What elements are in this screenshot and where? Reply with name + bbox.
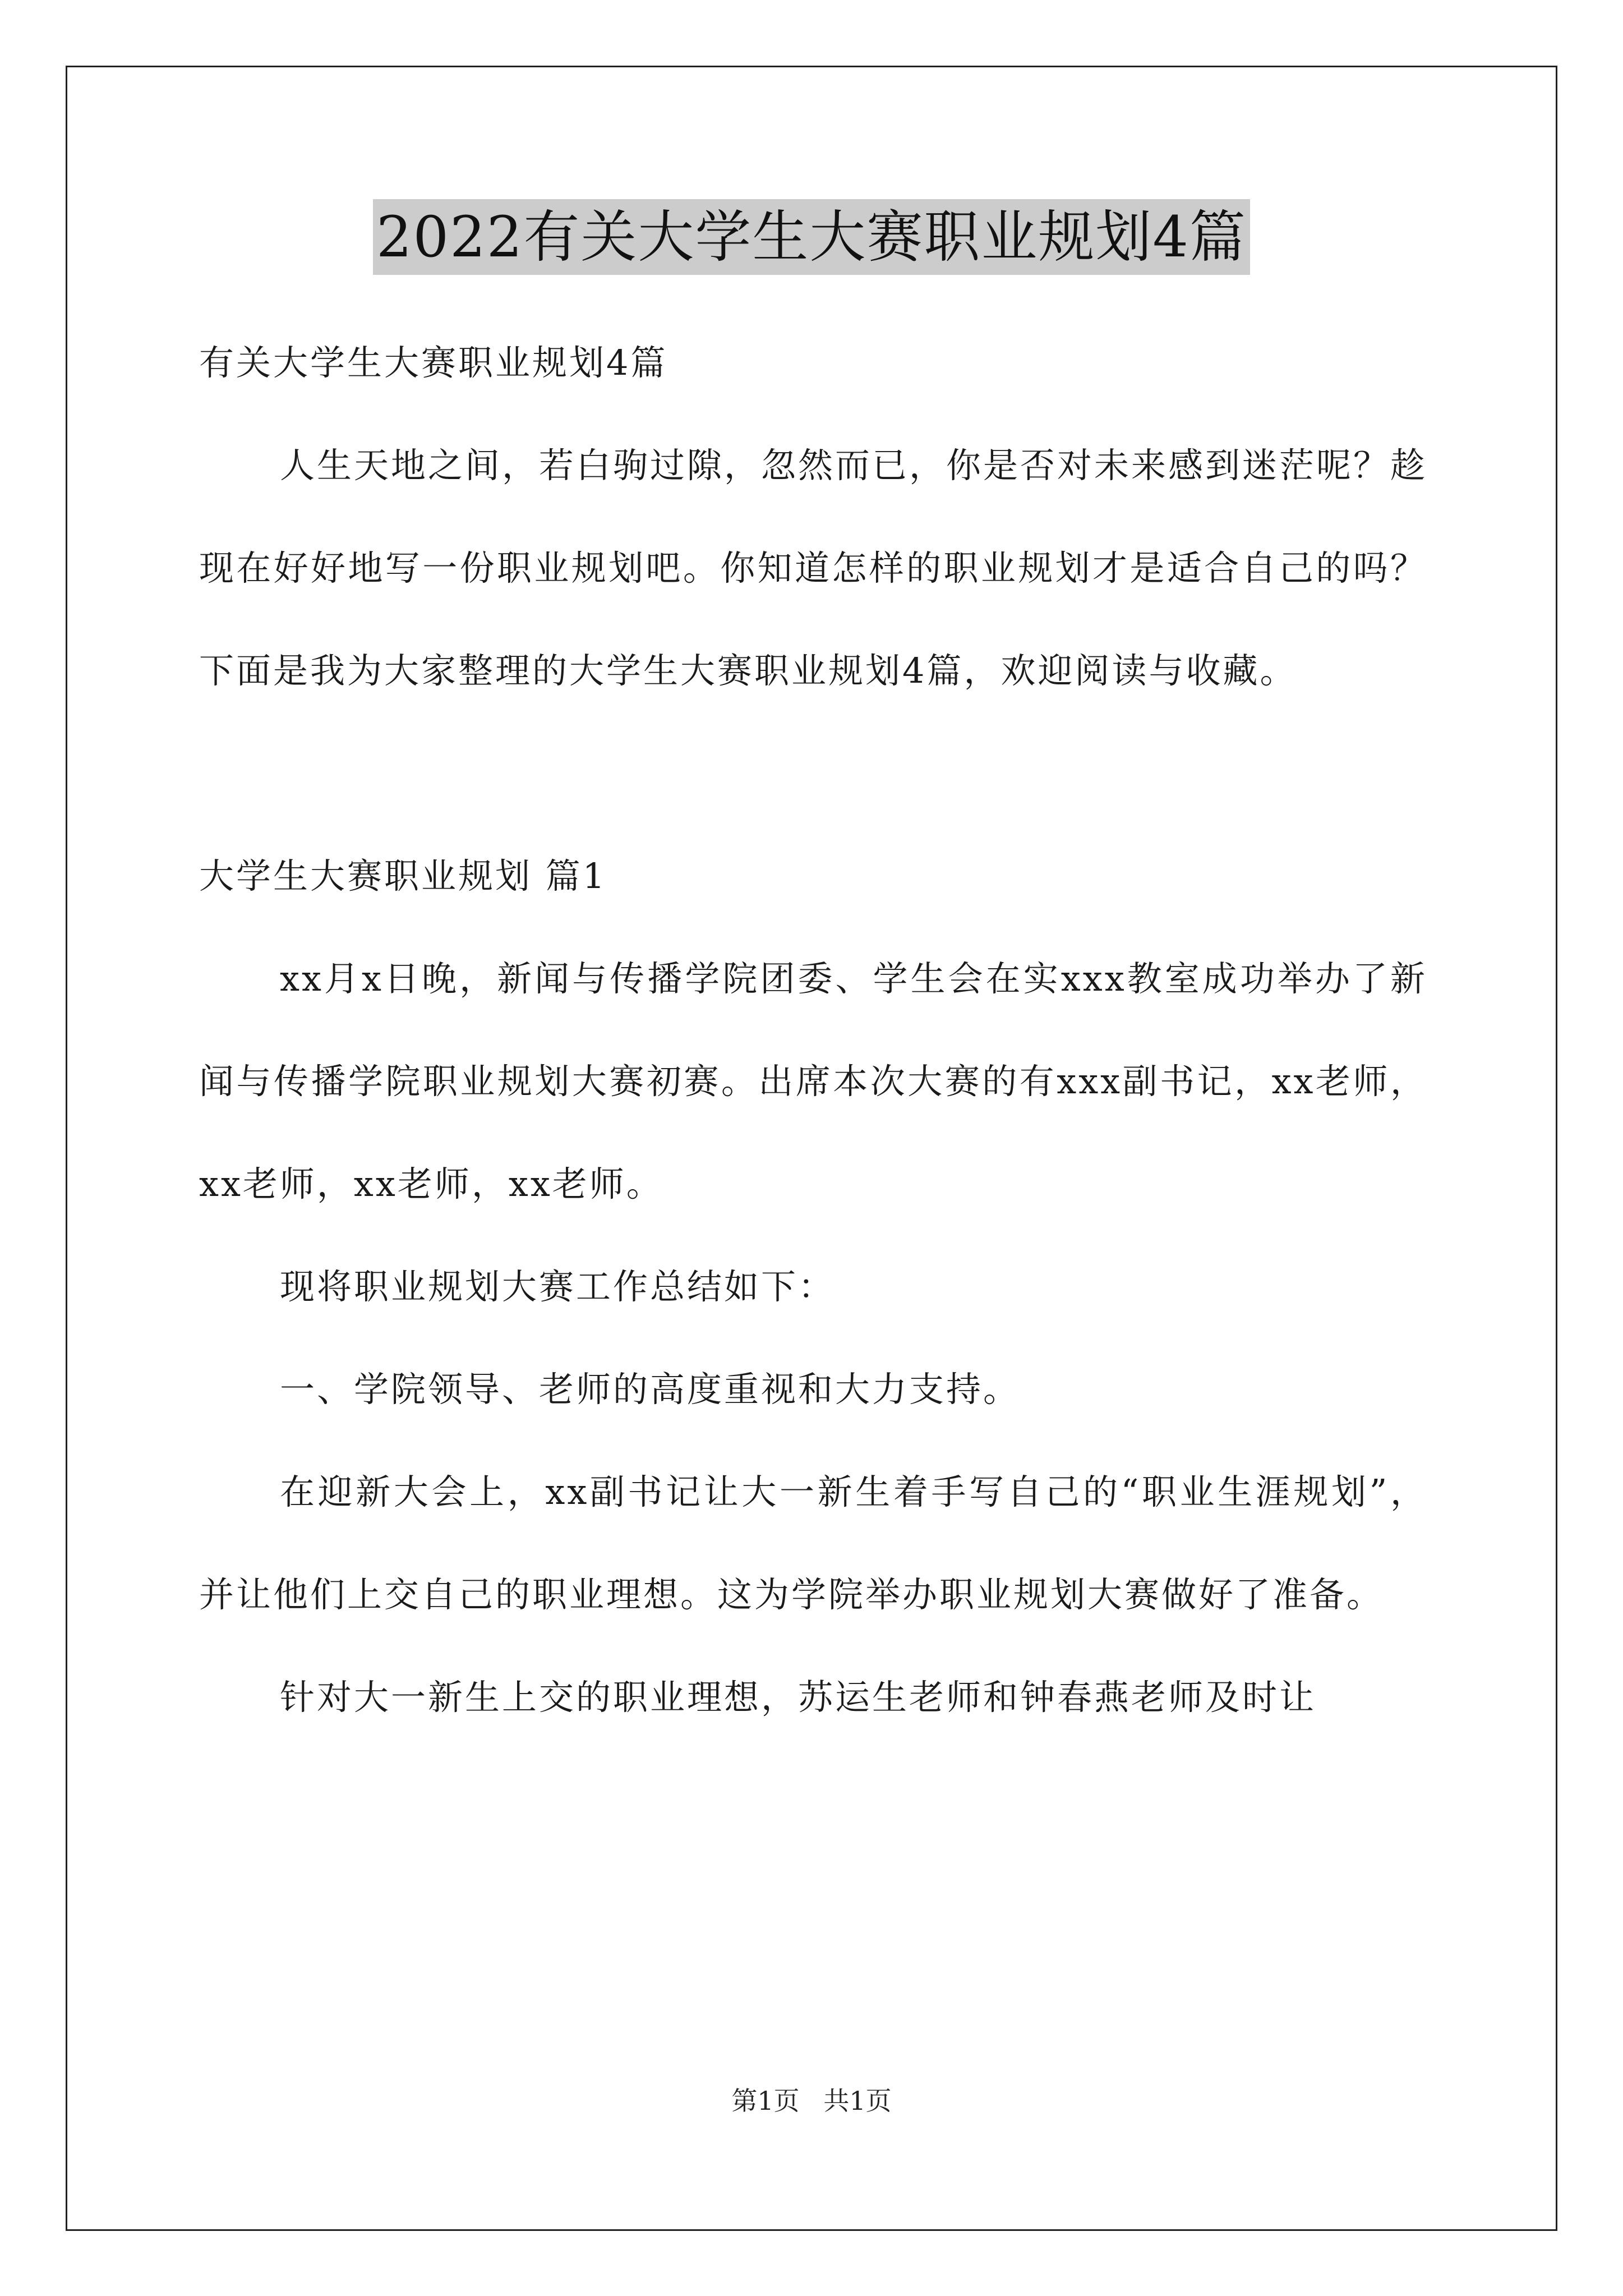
document-subtitle: 有关大学生大赛职业规划4篇: [199, 342, 668, 383]
body-paragraph: 在迎新大会上，xx副书记让大一新生着手写自己的“职业生涯规划”，并让他们上交自己的职业理想。这为学院举办职业规划大赛做好了准备。: [199, 1471, 1427, 1615]
body-paragraph: 一、学院领导、老师的高度重视和大力支持。: [280, 1369, 1021, 1410]
body-paragraph: 现将职业规划大赛工作总结如下：: [280, 1266, 836, 1307]
document-title: 2022有关大学生大赛职业规划4篇: [373, 199, 1250, 275]
section-heading: 大学生大赛职业规划 篇1: [199, 855, 607, 896]
document-body: [199, 311, 1427, 1749]
body-paragraph: 针对大一新生上交的职业理想，苏运生老师和钟春燕老师及时让: [280, 1677, 1317, 1718]
title-container: [0, 199, 1623, 275]
intro-paragraph: 人生天地之间，若白驹过隙，忽然而已，你是否对未来感到迷茫呢？趁现在好好地写一份职业规划吧。你知道怎样的职业规划才是适合自己的吗？下面是我为大家整理的大学生大赛职业规划4篇，欢迎阅读与收藏。: [199, 445, 1428, 691]
page-number-current: 第1页: [731, 2086, 800, 2116]
page-number-total: 共1页: [823, 2086, 892, 2116]
body-paragraph: xx月x日晚，新闻与传播学院团委、学生会在实xxx教室成功举办了新闻与传播学院职业规划大赛初赛。出席本次大赛的有xxx副书记，xx老师，xx老师，xx老师，xx老师。: [199, 958, 1427, 1204]
page-footer: [0, 2084, 1623, 2118]
paragraph-spacer: [199, 722, 1427, 825]
